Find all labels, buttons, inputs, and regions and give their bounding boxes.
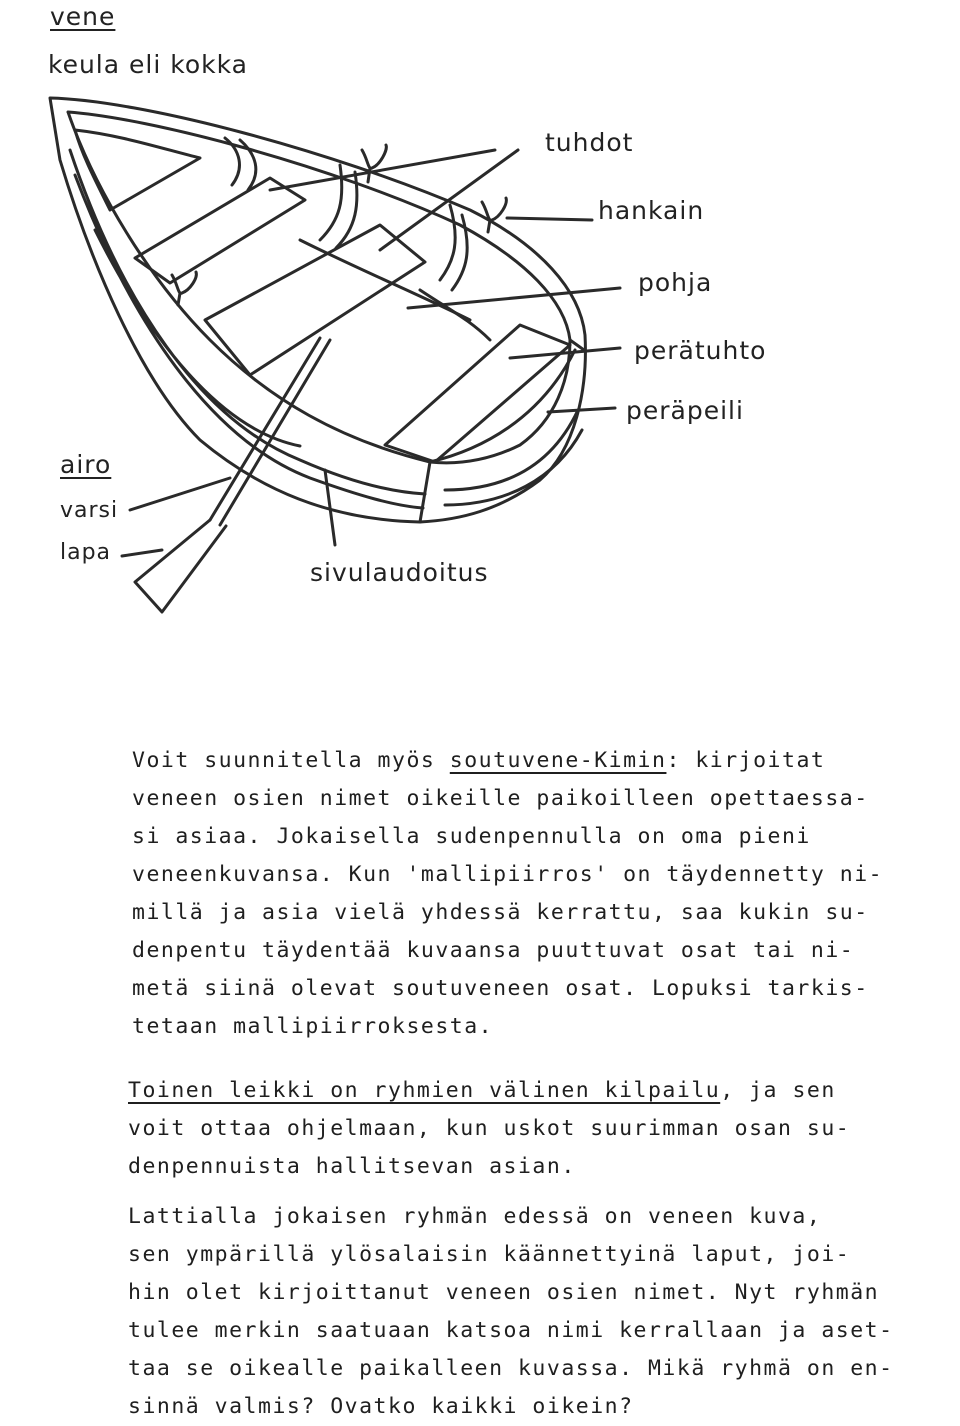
- diagram-title: vene: [50, 2, 116, 31]
- paragraph-1: [132, 742, 932, 1046]
- text-line: denpennuista hallitsevan asian.: [128, 1154, 576, 1179]
- text-line: tetaan mallipiirroksesta.: [132, 1014, 494, 1039]
- label-airo: airo: [60, 450, 112, 479]
- rowboat-diagram: [0, 0, 960, 640]
- underlined-heading: Toinen leikki on ryhmien välinen kilpailu: [128, 1078, 721, 1103]
- text-line: Toinen leikki on ryhmien välinen kilpailu, ja sen: [128, 1078, 836, 1103]
- text-line: millä ja asia vielä yhdessä kerrattu, saa kukin su-: [132, 900, 869, 925]
- front-thwart: [135, 178, 305, 283]
- text-line: hin olet kirjoittanut veneen osien nimet. Nyt ryhmän: [128, 1280, 880, 1305]
- bottom-line: [300, 240, 470, 320]
- label-pohja: pohja: [638, 268, 713, 297]
- label-hankain: hankain: [598, 196, 705, 225]
- bow-label: keula eli kokka: [48, 50, 248, 79]
- text-line: Lattialla jokaisen ryhmän edessä on veneen kuva,: [128, 1204, 822, 1229]
- transom: [420, 340, 584, 522]
- label-sivulaudoitus: sivulaudoitus: [310, 558, 489, 587]
- oar-blade: [135, 520, 226, 612]
- rear-thwart: [385, 325, 570, 462]
- text-line: taa se oikealle paikalleen kuvassa. Mikä ryhmä on en-: [128, 1356, 894, 1381]
- text-line: veneen osien nimet oikeille paikoilleen opettaessa-: [132, 786, 869, 811]
- leader-lines: [122, 150, 620, 556]
- label-varsi: varsi: [60, 498, 119, 523]
- text-line: denpentu täydentää kuvaansa puuttuvat osat tai ni-: [132, 938, 855, 963]
- label-peratuhto: perätuhto: [634, 336, 767, 365]
- text-line: si asiaa. Jokaisella sudenpennulla on oma pieni: [132, 824, 811, 849]
- text-line: veneenkuvansa. Kun 'mallipiirros' on täydennetty ni-: [132, 862, 884, 887]
- text-line: metä siinä olevat soutuveneen osat. Lopuksi tarkis-: [132, 976, 869, 1001]
- label-lapa: lapa: [60, 540, 112, 565]
- underlined-term: soutuvene-Kimin: [449, 748, 667, 773]
- label-perapeili: peräpeili: [626, 396, 744, 425]
- text-line: sinnä valmis? Ovatko kaikki oikein?: [128, 1394, 634, 1419]
- text-line: Voit suunnitella myös soutuvene-Kimin: kirjoitat: [132, 748, 826, 773]
- paragraph-3: [128, 1198, 928, 1426]
- oar-shaft: [210, 338, 330, 525]
- label-tuhdot: tuhdot: [545, 128, 634, 157]
- bow-triangle: [75, 130, 200, 210]
- text-line: voit ottaa ohjelmaan, kun uskot suurimman osan su-: [128, 1116, 851, 1141]
- hull-outline: [50, 98, 585, 522]
- paragraph-2: [128, 1072, 928, 1186]
- text-line: sen ympärillä ylösalaisin käännettyinä laput, joi-: [128, 1242, 851, 1267]
- text-line: tulee merkin saatuaan katsoa nimi kerrallaan ja aset-: [128, 1318, 894, 1343]
